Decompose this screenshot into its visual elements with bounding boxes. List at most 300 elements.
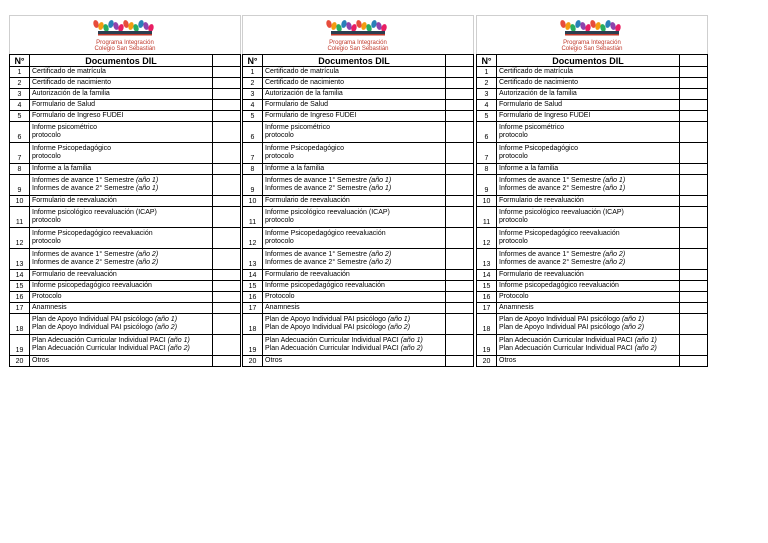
table-row xyxy=(10,249,241,270)
table-row xyxy=(477,303,708,314)
document-cell xyxy=(30,335,213,356)
check-cell xyxy=(446,292,474,303)
table-row xyxy=(477,67,708,78)
document-name: Anamnesis xyxy=(32,304,67,311)
check-cell xyxy=(680,249,708,270)
document-name: Protocolo xyxy=(499,293,529,300)
column-header-documents: Documentos DIL xyxy=(263,55,446,67)
column-header-number: N° xyxy=(243,55,263,67)
row-number: 14 xyxy=(477,270,497,281)
document-name: protocolo xyxy=(499,153,528,160)
check-cell xyxy=(680,143,708,164)
document-cell xyxy=(497,228,680,249)
documents-table xyxy=(242,54,474,367)
table-row xyxy=(477,356,708,367)
row-number: 7 xyxy=(243,143,263,164)
document-checklist-3 xyxy=(476,15,708,367)
document-cell xyxy=(263,281,446,292)
check-cell xyxy=(213,207,241,228)
check-cell xyxy=(213,314,241,335)
row-number: 12 xyxy=(10,228,30,249)
check-cell xyxy=(680,207,708,228)
table-row xyxy=(10,111,241,122)
table-row xyxy=(477,314,708,335)
row-number: 6 xyxy=(477,122,497,143)
document-name: Certificado de nacimiento xyxy=(32,79,111,86)
table-row xyxy=(477,78,708,89)
table-row xyxy=(10,196,241,207)
table-row xyxy=(477,228,708,249)
document-name: Informe a la familia xyxy=(265,165,325,172)
document-name: Plan de Apoyo Individual PAI psicólogo (año 2) xyxy=(265,324,411,331)
document-cell xyxy=(30,303,213,314)
check-cell xyxy=(446,207,474,228)
table-row xyxy=(10,78,241,89)
document-cell xyxy=(497,270,680,281)
row-number: 14 xyxy=(10,270,30,281)
document-name: Informes de avance 2° Semestre (año 2) xyxy=(499,259,626,266)
document-cell xyxy=(30,281,213,292)
check-cell xyxy=(213,292,241,303)
table-row xyxy=(10,67,241,78)
school-logo xyxy=(9,15,241,54)
document-name: Informes de avance 1° Semestre (año 1) xyxy=(265,177,392,184)
document-cell xyxy=(263,292,446,303)
document-name: protocolo xyxy=(32,217,61,224)
logo-program-name: Programa Integración xyxy=(563,40,621,46)
row-number: 11 xyxy=(10,207,30,228)
document-cell xyxy=(30,111,213,122)
row-number: 18 xyxy=(477,314,497,335)
document-name: Informe Psicopedagógico reevaluación xyxy=(499,230,620,237)
row-number: 4 xyxy=(477,100,497,111)
document-cell xyxy=(497,314,680,335)
row-number: 7 xyxy=(10,143,30,164)
row-number: 19 xyxy=(477,335,497,356)
row-number: 9 xyxy=(10,175,30,196)
table-row xyxy=(10,335,241,356)
document-name: Informe Psicopedagógico reevaluación xyxy=(265,230,386,237)
check-cell xyxy=(680,270,708,281)
document-cell xyxy=(30,175,213,196)
document-name: Informe psicológico reevaluación (ICAP) xyxy=(499,209,624,216)
check-cell xyxy=(680,100,708,111)
document-name: protocolo xyxy=(499,238,528,245)
document-name: Certificado de matrícula xyxy=(499,68,573,75)
table-row xyxy=(243,356,474,367)
check-cell xyxy=(446,143,474,164)
row-number: 6 xyxy=(243,122,263,143)
check-cell xyxy=(680,292,708,303)
table-row xyxy=(243,314,474,335)
document-cell xyxy=(497,303,680,314)
document-name: Informe Psicopedagógico xyxy=(265,145,344,152)
logo-hands-icon xyxy=(557,17,627,37)
table-row xyxy=(243,207,474,228)
document-name: Informe Psicopedagógico reevaluación xyxy=(32,230,153,237)
check-cell xyxy=(213,100,241,111)
document-cell xyxy=(263,122,446,143)
document-name: Formulario de Ingreso FUDEI xyxy=(499,112,591,119)
document-cell xyxy=(263,143,446,164)
document-name: Plan Adecuación Curricular Individual PACI (año 2) xyxy=(265,345,423,352)
table-row xyxy=(10,281,241,292)
check-cell xyxy=(680,335,708,356)
table-row xyxy=(10,89,241,100)
document-name: Informe psicopedagógico reevaluación xyxy=(265,282,385,289)
logo-hands-icon xyxy=(323,17,393,37)
row-number: 5 xyxy=(243,111,263,122)
check-cell xyxy=(680,111,708,122)
check-cell xyxy=(446,270,474,281)
row-number: 6 xyxy=(10,122,30,143)
document-name: Formulario de Salud xyxy=(499,101,563,108)
column-header-documents: Documentos DIL xyxy=(497,55,680,67)
document-cell xyxy=(30,100,213,111)
table-row xyxy=(243,122,474,143)
table-row xyxy=(477,335,708,356)
document-cell xyxy=(30,164,213,175)
check-cell xyxy=(446,67,474,78)
logo-program-name: Programa Integración xyxy=(96,40,154,46)
row-number: 8 xyxy=(243,164,263,175)
document-name: Autorización de la familia xyxy=(265,90,343,97)
table-row xyxy=(243,78,474,89)
table-row xyxy=(477,175,708,196)
row-number: 8 xyxy=(10,164,30,175)
table-header-row xyxy=(10,55,241,67)
document-name: Otros xyxy=(32,357,50,364)
row-number: 10 xyxy=(477,196,497,207)
document-name: Plan Adecuación Curricular Individual PACI (año 1) xyxy=(499,337,657,344)
document-name: Formulario de reevaluación xyxy=(499,271,584,278)
document-name: Formulario de reevaluación xyxy=(32,197,117,204)
check-cell xyxy=(446,249,474,270)
document-cell xyxy=(263,196,446,207)
document-cell xyxy=(497,249,680,270)
document-name: Certificado de matrícula xyxy=(265,68,339,75)
document-cell xyxy=(497,292,680,303)
row-number: 15 xyxy=(477,281,497,292)
document-name: Autorización de la familia xyxy=(499,90,577,97)
check-cell xyxy=(213,356,241,367)
row-number: 20 xyxy=(477,356,497,367)
document-cell xyxy=(30,122,213,143)
check-cell xyxy=(446,303,474,314)
table-row xyxy=(477,164,708,175)
check-cell xyxy=(680,164,708,175)
check-cell xyxy=(213,249,241,270)
table-row xyxy=(477,89,708,100)
row-number: 5 xyxy=(477,111,497,122)
document-name: Formulario de reevaluación xyxy=(32,271,117,278)
check-cell xyxy=(213,270,241,281)
document-name: Informe Psicopedagógico xyxy=(32,145,111,152)
table-row xyxy=(243,303,474,314)
document-cell xyxy=(497,175,680,196)
table-row xyxy=(243,335,474,356)
table-row xyxy=(477,270,708,281)
table-row xyxy=(243,270,474,281)
check-cell xyxy=(446,281,474,292)
document-cell xyxy=(263,335,446,356)
table-row xyxy=(243,196,474,207)
check-cell xyxy=(446,356,474,367)
check-cell xyxy=(213,281,241,292)
row-number: 17 xyxy=(243,303,263,314)
table-row xyxy=(243,67,474,78)
document-cell xyxy=(30,314,213,335)
document-name: protocolo xyxy=(32,238,61,245)
row-number: 1 xyxy=(10,67,30,78)
document-cell xyxy=(497,78,680,89)
document-name: Informes de avance 2° Semestre (año 1) xyxy=(499,185,626,192)
logo-hands-icon xyxy=(90,17,160,37)
check-cell xyxy=(446,335,474,356)
table-row xyxy=(10,122,241,143)
document-cell xyxy=(497,143,680,164)
check-cell xyxy=(213,89,241,100)
logo-school-name: Colegio San Sebastián xyxy=(327,46,389,52)
document-cell xyxy=(30,249,213,270)
document-name: Plan de Apoyo Individual PAI psicólogo (año 1) xyxy=(499,316,645,323)
row-number: 19 xyxy=(243,335,263,356)
row-number: 2 xyxy=(243,78,263,89)
document-name: Informe psicopedagógico reevaluación xyxy=(499,282,619,289)
document-name: Certificado de nacimiento xyxy=(265,79,344,86)
row-number: 3 xyxy=(10,89,30,100)
document-name: Informe a la familia xyxy=(32,165,92,172)
document-name: Anamnesis xyxy=(499,304,534,311)
document-name: Plan Adecuación Curricular Individual PACI (año 2) xyxy=(32,345,190,352)
table-row xyxy=(10,143,241,164)
table-row xyxy=(243,292,474,303)
check-cell xyxy=(446,122,474,143)
document-cell xyxy=(263,228,446,249)
row-number: 3 xyxy=(477,89,497,100)
row-number: 3 xyxy=(243,89,263,100)
table-row xyxy=(10,270,241,281)
check-cell xyxy=(680,196,708,207)
document-name: protocolo xyxy=(265,238,294,245)
check-cell xyxy=(446,196,474,207)
check-cell xyxy=(446,89,474,100)
check-cell xyxy=(213,122,241,143)
document-cell xyxy=(497,67,680,78)
document-name: Informe psicológico reevaluación (ICAP) xyxy=(265,209,390,216)
table-row xyxy=(10,175,241,196)
document-cell xyxy=(263,175,446,196)
table-row xyxy=(243,175,474,196)
column-header-documents: Documentos DIL xyxy=(30,55,213,67)
document-cell xyxy=(263,164,446,175)
document-cell xyxy=(30,67,213,78)
check-cell xyxy=(213,303,241,314)
document-name: Formulario de Salud xyxy=(32,101,96,108)
document-cell xyxy=(263,303,446,314)
row-number: 16 xyxy=(477,292,497,303)
document-cell xyxy=(497,122,680,143)
check-cell xyxy=(680,122,708,143)
document-cell xyxy=(497,89,680,100)
check-cell xyxy=(680,281,708,292)
document-name: Formulario de Ingreso FUDEI xyxy=(32,112,124,119)
document-cell xyxy=(263,356,446,367)
row-number: 13 xyxy=(10,249,30,270)
row-number: 15 xyxy=(10,281,30,292)
check-cell xyxy=(680,67,708,78)
table-row xyxy=(243,89,474,100)
document-name: Informes de avance 2° Semestre (año 1) xyxy=(265,185,392,192)
row-number: 15 xyxy=(243,281,263,292)
documents-table xyxy=(476,54,708,367)
document-cell xyxy=(497,111,680,122)
document-name: Informe psicométrico xyxy=(32,124,97,131)
check-cell xyxy=(213,335,241,356)
document-name: Informes de avance 2° Semestre (año 1) xyxy=(32,185,159,192)
document-name: Certificado de matrícula xyxy=(32,68,106,75)
document-name: Anamnesis xyxy=(265,304,300,311)
document-name: Informes de avance 1° Semestre (año 2) xyxy=(32,251,159,258)
check-cell xyxy=(213,78,241,89)
table-row xyxy=(477,122,708,143)
logo-program-name: Programa Integración xyxy=(329,40,387,46)
table-row xyxy=(477,292,708,303)
document-name: Informes de avance 2° Semestre (año 2) xyxy=(32,259,159,266)
row-number: 18 xyxy=(10,314,30,335)
row-number: 4 xyxy=(10,100,30,111)
document-name: Informe psicopedagógico reevaluación xyxy=(32,282,152,289)
document-name: Formulario de reevaluación xyxy=(499,197,584,204)
document-name: protocolo xyxy=(499,132,528,139)
check-cell xyxy=(213,228,241,249)
document-name: Plan de Apoyo Individual PAI psicólogo (año 1) xyxy=(265,316,411,323)
document-cell xyxy=(30,356,213,367)
document-name: Informes de avance 1° Semestre (año 1) xyxy=(499,177,626,184)
document-cell xyxy=(263,270,446,281)
document-cell xyxy=(30,143,213,164)
check-cell xyxy=(446,175,474,196)
row-number: 1 xyxy=(243,67,263,78)
document-checklist-2 xyxy=(242,15,474,367)
document-name: Informes de avance 1° Semestre (año 2) xyxy=(499,251,626,258)
documents-table xyxy=(9,54,241,367)
table-row xyxy=(243,111,474,122)
check-cell xyxy=(213,164,241,175)
document-name: Protocolo xyxy=(32,293,62,300)
document-name: Informe psicológico reevaluación (ICAP) xyxy=(32,209,157,216)
document-cell xyxy=(263,67,446,78)
column-header-check xyxy=(680,55,708,67)
table-row xyxy=(243,281,474,292)
column-header-number: N° xyxy=(10,55,30,67)
check-cell xyxy=(213,175,241,196)
table-header-row xyxy=(477,55,708,67)
table-row xyxy=(243,143,474,164)
row-number: 12 xyxy=(243,228,263,249)
row-number: 8 xyxy=(477,164,497,175)
check-cell xyxy=(446,164,474,175)
table-row xyxy=(243,100,474,111)
table-row xyxy=(477,143,708,164)
check-cell xyxy=(213,67,241,78)
table-header-row xyxy=(243,55,474,67)
table-row xyxy=(10,100,241,111)
document-name: protocolo xyxy=(265,217,294,224)
document-cell xyxy=(497,100,680,111)
row-number: 1 xyxy=(477,67,497,78)
document-cell xyxy=(263,100,446,111)
check-cell xyxy=(213,111,241,122)
document-name: Informe psicométrico xyxy=(265,124,330,131)
row-number: 7 xyxy=(477,143,497,164)
document-cell xyxy=(263,78,446,89)
check-cell xyxy=(680,303,708,314)
row-number: 12 xyxy=(477,228,497,249)
table-row xyxy=(10,356,241,367)
row-number: 11 xyxy=(477,207,497,228)
row-number: 10 xyxy=(10,196,30,207)
document-cell xyxy=(263,314,446,335)
document-name: Protocolo xyxy=(265,293,295,300)
table-row xyxy=(10,292,241,303)
document-name: protocolo xyxy=(499,217,528,224)
document-name: Formulario de reevaluación xyxy=(265,271,350,278)
document-name: Plan de Apoyo Individual PAI psicólogo (año 2) xyxy=(499,324,645,331)
table-row xyxy=(477,111,708,122)
table-row xyxy=(477,249,708,270)
school-logo xyxy=(242,15,474,54)
row-number: 20 xyxy=(243,356,263,367)
document-name: Informes de avance 1° Semestre (año 2) xyxy=(265,251,392,258)
document-name: protocolo xyxy=(32,132,61,139)
document-name: protocolo xyxy=(32,153,61,160)
row-number: 10 xyxy=(243,196,263,207)
row-number: 13 xyxy=(243,249,263,270)
document-cell xyxy=(30,89,213,100)
document-name: Autorización de la familia xyxy=(32,90,110,97)
check-cell xyxy=(680,89,708,100)
row-number: 11 xyxy=(243,207,263,228)
row-number: 2 xyxy=(477,78,497,89)
document-cell xyxy=(30,196,213,207)
table-row xyxy=(10,228,241,249)
row-number: 2 xyxy=(10,78,30,89)
check-cell xyxy=(446,100,474,111)
document-name: Formulario de Salud xyxy=(265,101,329,108)
logo-school-name: Colegio San Sebastián xyxy=(94,46,156,52)
document-name: Otros xyxy=(265,357,283,364)
table-row xyxy=(243,228,474,249)
check-cell xyxy=(446,314,474,335)
table-row xyxy=(477,100,708,111)
document-cell xyxy=(30,207,213,228)
document-cell xyxy=(497,164,680,175)
document-cell xyxy=(497,207,680,228)
check-cell xyxy=(446,78,474,89)
row-number: 9 xyxy=(243,175,263,196)
document-name: Formulario de Ingreso FUDEI xyxy=(265,112,357,119)
table-row xyxy=(10,207,241,228)
check-cell xyxy=(213,196,241,207)
column-header-number: N° xyxy=(477,55,497,67)
document-name: protocolo xyxy=(265,153,294,160)
table-row xyxy=(10,303,241,314)
row-number: 14 xyxy=(243,270,263,281)
document-name: Otros xyxy=(499,357,517,364)
column-header-check xyxy=(446,55,474,67)
document-cell xyxy=(30,78,213,89)
